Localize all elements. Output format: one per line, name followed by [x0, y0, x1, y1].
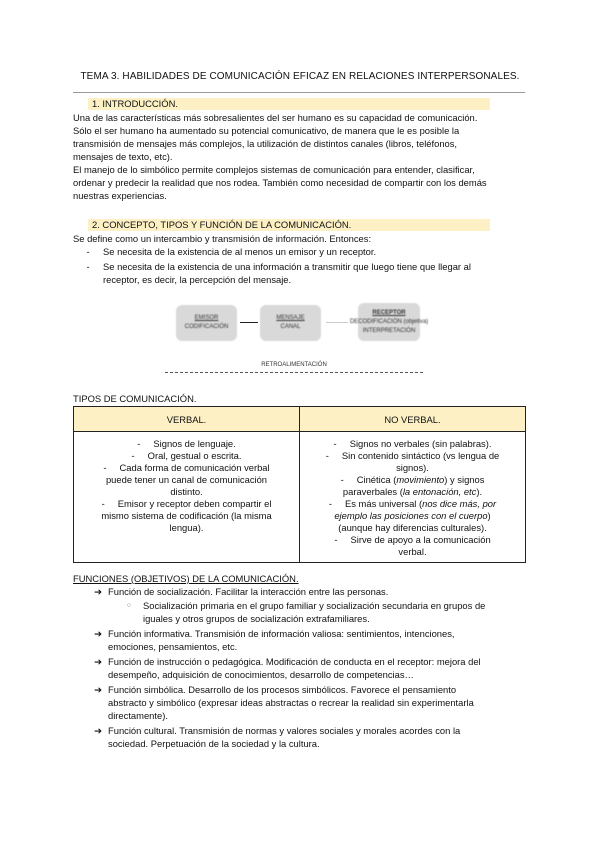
funciones-heading: FUNCIONES (OBJETIVOS) DE LA COMUNICACIÓN. [73, 573, 299, 584]
list-item: - Sirve de apoyo a la comunicación verbal. [334, 534, 491, 557]
list-item: - Emisor y receptor deben compartir el mismo sistema de codificación (la misma lengua). [101, 498, 272, 533]
arrow-right-icon: ➔ [94, 656, 102, 667]
text-line: nuestras experiencias. [73, 190, 167, 201]
canal-label: CANAL [280, 324, 301, 330]
feedback-label: RETROALIMENTACIÓN [261, 362, 327, 368]
bullet-text: receptor, es decir, la percepción del mensaje. [103, 274, 292, 285]
receptor-label: RECEPTOR [372, 309, 406, 316]
list-item: - Oral, gestual o escrita. [131, 450, 242, 461]
sub-item [73, 599, 485, 612]
item-text: ) y signos paraverbales ( [342, 474, 485, 497]
bullet-text: Se necesita de la existencia de una información a transmitir que luego tiene que llegar al [103, 261, 471, 272]
sub-item-cont [73, 612, 485, 625]
arrow-right-icon: ➔ [94, 586, 102, 597]
interpretacion-label: INTERPRETACIÓN [362, 327, 416, 334]
arrow-item-cont [73, 640, 485, 653]
funciones-section [73, 572, 485, 750]
item-text: Emisor y receptor deben compartir el mismo sistema de codificación (la misma lengua). [101, 498, 272, 533]
codificacion-label: CODIFICACIÓN [184, 324, 229, 330]
no-verbal-cell [300, 432, 526, 563]
text-line: El manejo de lo simbólico permite complejos sistemas de comunicación para entender, clasificar, [73, 164, 475, 175]
item-text: sociedad. Perpetuación de la sociedad y la cultura. [108, 738, 320, 749]
receptor-box [349, 303, 429, 341]
item-text: Función informativa. Transmisión de información valiosa: sentimientos, intenciones, [108, 628, 455, 639]
item-text: Cada forma de comunicación verbal puede tener un canal de comunicación distinto. [105, 462, 270, 497]
text-line: Sólo el ser humano ha aumentado su potencial comunicativo, de manera que le es posible la [73, 125, 460, 136]
col-no-verbal: NO VERBAL. [300, 407, 526, 432]
item-text: Función de socialización. Facilitar la interacción entre las personas. [108, 586, 389, 597]
arrow-right-icon: ➔ [94, 684, 102, 695]
item-text: ) (aunque hay diferencias culturales). [338, 510, 491, 533]
mensaje-label: MENSAJE [276, 315, 305, 321]
arrow-item-cont [73, 668, 485, 681]
text-line: ordenar y predecir la realidad que nos rodea. También como necesidad de compartir con los demás [73, 177, 487, 188]
verbal-cell [74, 432, 300, 563]
arrow-right-icon: ➔ [94, 725, 102, 736]
list-item: - Signos de lenguaje. [137, 438, 236, 449]
section-1-body [73, 111, 487, 202]
arrow-item [73, 627, 485, 640]
arrow-item-cont [73, 696, 485, 709]
section-2-heading: 2. CONCEPTO, TIPOS Y FUNCIÓN DE LA COMUNICACIÓN. [88, 219, 490, 231]
document-title: TEMA 3. HABILIDADES DE COMUNICACIÓN EFICAZ EN RELACIONES INTERPERSONALES. [80, 71, 520, 82]
item-text: iguales y otros grupos de socialización extrafamiliares. [143, 613, 370, 624]
item-text: Socialización primaria en el grupo familiar y socialización secundaria en grupos de [143, 600, 486, 611]
title-divider [73, 92, 525, 93]
tipos-heading: TIPOS DE COMUNICACIÓN. [73, 393, 197, 404]
emisor-box [176, 305, 237, 341]
bullet-item: - Se necesita de la existencia de al menos un emisor y un receptor. [86, 246, 377, 257]
item-text: Cinética ( [356, 474, 397, 485]
list-item: - Es más universal (nos dice más, por ejemplo las posiciones con el cuerpo) (aunque hay diferencias culturales). [328, 498, 497, 533]
section-2-body [73, 232, 471, 286]
item-text: nos dice más, por ejemplo las posiciones con el cuerpo [334, 498, 497, 521]
arrow-item [73, 724, 485, 737]
item-text: Sin contenido sintáctico (vs lengua de signos). [341, 450, 500, 473]
item-text: emociones, pensamientos, etc. [108, 641, 238, 652]
mensaje-box [260, 305, 321, 341]
section-1-heading: 1. INTRODUCCIÓN. [88, 98, 490, 110]
item-text: Sirve de apoyo a la comunicación verbal. [350, 534, 491, 557]
item-text: movimiento [396, 474, 445, 485]
arrow-item-cont [73, 709, 485, 722]
item-text: Signos no verbales (sin palabras). [349, 438, 492, 449]
list-item: - Signos no verbales (sin palabras). [333, 438, 492, 449]
item-text: Función de instrucción o pedagógica. Modificación de conducta en el receptor: mejora del [108, 656, 481, 667]
item-text: desempeño, adquisición de conocimientos, desarrollo de competencias… [108, 669, 414, 680]
item-text: Función cultural. Transmisión de normas y valores sociales y morales acordes con la [108, 725, 461, 736]
text-line: transmisión de mensajes más complejos, la utilización de distintos canales (libros, teléfonos, [73, 138, 458, 149]
emisor-label: EMISOR [194, 315, 219, 321]
tipos-table [73, 406, 526, 563]
col-verbal: VERBAL. [74, 407, 300, 432]
item-text: Oral, gestual o escrita. [147, 450, 242, 461]
list-item: - Sin contenido sintáctico (vs lengua de signos). [325, 450, 500, 473]
text-line: Una de las características más sobresalientes del ser humano es su capacidad de comunicación. [73, 112, 478, 123]
item-text: ). [476, 486, 483, 497]
item-text: la entonación, etc [402, 486, 477, 497]
item-text: Signos de lenguaje. [153, 438, 236, 449]
item-text: directamente). [108, 710, 168, 721]
text-line: mensajes de texto, etc). [73, 151, 173, 162]
bullet-text: Se necesita de la existencia de al menos un emisor y un receptor. [103, 246, 377, 257]
decodificacion-label: DECODIFICACIÓN (objetiva) [349, 318, 429, 325]
bullet-item: - Se necesita de la existencia de una información a transmitir que luego tiene que llegar al [86, 261, 471, 272]
list-item: - Cada forma de comunicación verbal puede tener un canal de comunicación distinto. [103, 462, 270, 497]
bullet-item-cont [73, 273, 471, 286]
circle-bullet-icon: ○ [126, 602, 131, 609]
item-text: Es más universal ( [345, 498, 423, 509]
arrow-right-icon: ➔ [94, 628, 102, 639]
feedback-line [165, 372, 423, 373]
arrow-item [73, 585, 485, 598]
list-item: - Cinética (movimiento) y signos paraverbales (la entonación, etc). [340, 474, 485, 497]
intro-text: Se define como un intercambio y transmisión de información. Entonces: [73, 233, 372, 244]
arrow-item [73, 655, 485, 668]
item-text: abstracto y simbólico (expresar ideas abstractas o recrear la realidad sin experimentarla [108, 697, 474, 708]
arrow-item-cont [73, 737, 485, 750]
item-text: Función simbólica. Desarrollo de los procesos simbólicos. Favorece el pensamiento [108, 684, 457, 695]
arrow-item [73, 683, 485, 696]
arrow-icon [240, 322, 258, 323]
